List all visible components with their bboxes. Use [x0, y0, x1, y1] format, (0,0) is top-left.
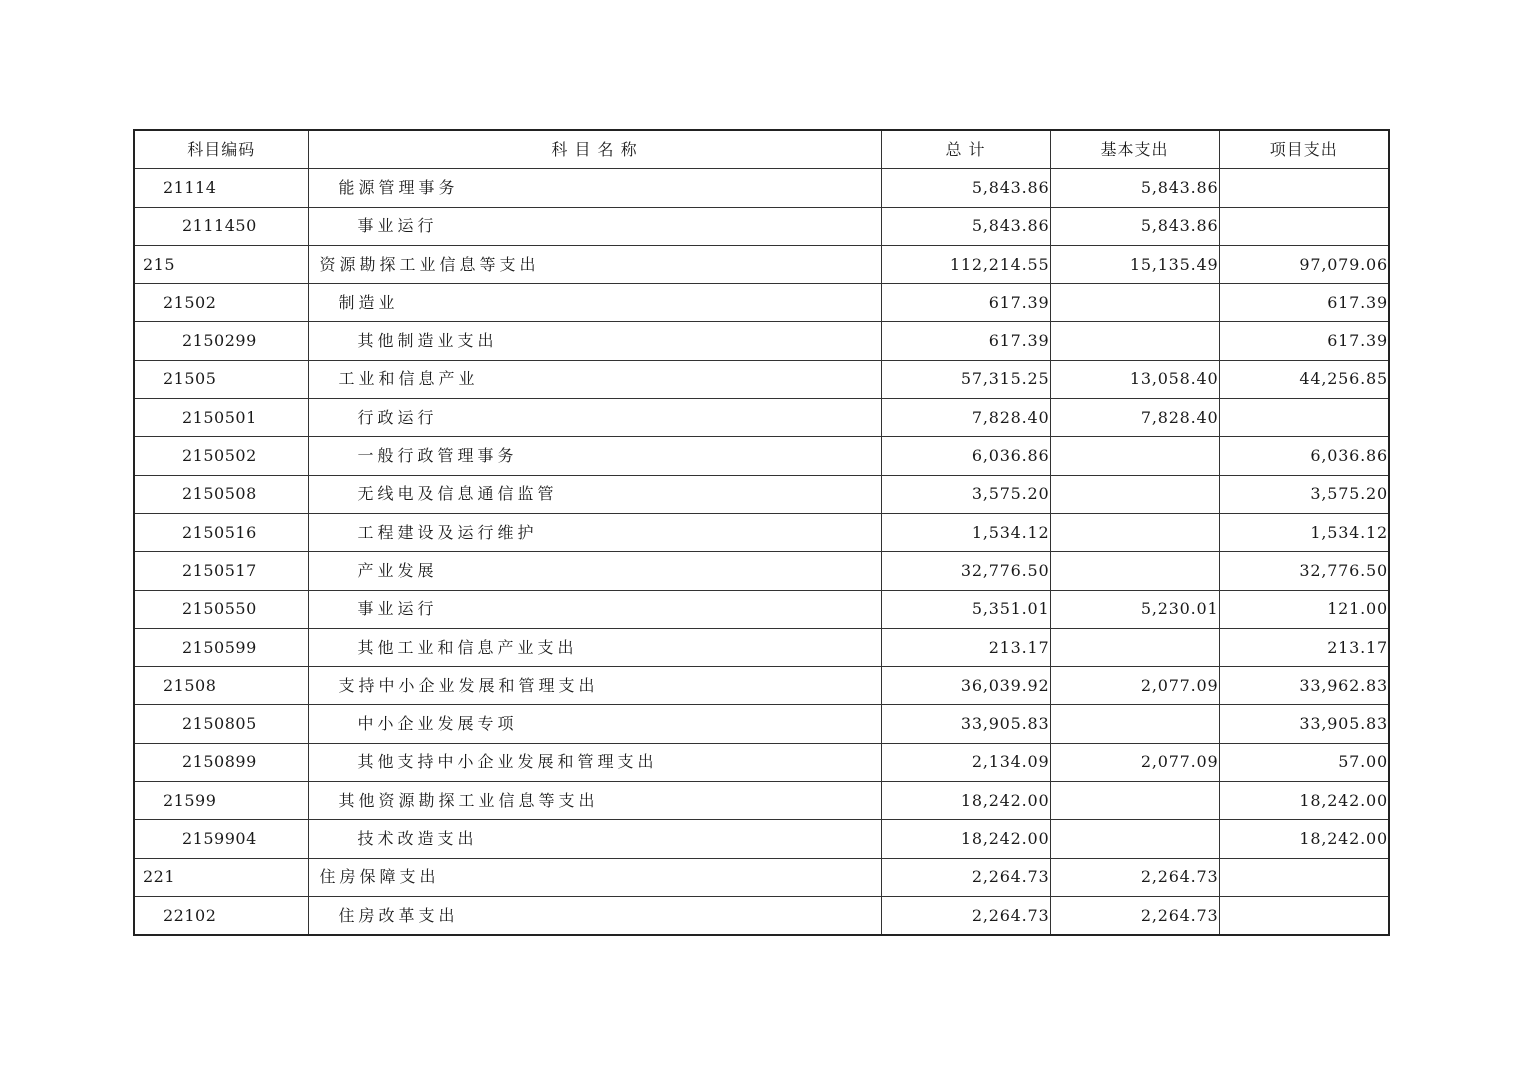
- cell-basic-expenditure: [1050, 513, 1219, 551]
- cell-basic-expenditure: [1050, 628, 1219, 666]
- cell-total: 617.39: [881, 322, 1050, 360]
- cell-basic-expenditure: 13,058.40: [1050, 360, 1219, 398]
- cell-subject-name: 无线电及信息通信监管: [308, 475, 881, 513]
- cell-subject-name: 住房保障支出: [308, 858, 881, 896]
- cell-total: 18,242.00: [881, 782, 1050, 820]
- cell-total: 3,575.20: [881, 475, 1050, 513]
- cell-subject-name: 技术改造支出: [308, 820, 881, 858]
- cell-total: 7,828.40: [881, 399, 1050, 437]
- table-row: [134, 858, 1389, 896]
- cell-subject-name: 事业运行: [308, 207, 881, 245]
- cell-subject-name: 事业运行: [308, 590, 881, 628]
- cell-subject-code: 21508: [134, 667, 308, 705]
- cell-project-expenditure: 3,575.20: [1219, 475, 1389, 513]
- cell-project-expenditure: 617.39: [1219, 322, 1389, 360]
- table-row: [134, 475, 1389, 513]
- cell-total: 213.17: [881, 628, 1050, 666]
- cell-basic-expenditure: 2,264.73: [1050, 858, 1219, 896]
- cell-project-expenditure: 33,905.83: [1219, 705, 1389, 743]
- cell-project-expenditure: [1219, 207, 1389, 245]
- cell-total: 5,351.01: [881, 590, 1050, 628]
- cell-subject-code: 2150805: [134, 705, 308, 743]
- table-row: [134, 820, 1389, 858]
- cell-subject-code: 2150516: [134, 513, 308, 551]
- table-row: [134, 590, 1389, 628]
- cell-project-expenditure: 617.39: [1219, 284, 1389, 322]
- cell-subject-name: 工程建设及运行维护: [308, 513, 881, 551]
- header-subject-name: 科 目 名 称: [308, 130, 881, 169]
- table-row: [134, 513, 1389, 551]
- cell-basic-expenditure: 7,828.40: [1050, 399, 1219, 437]
- cell-project-expenditure: 121.00: [1219, 590, 1389, 628]
- cell-subject-code: 2111450: [134, 207, 308, 245]
- table-row: [134, 399, 1389, 437]
- cell-basic-expenditure: [1050, 552, 1219, 590]
- cell-project-expenditure: [1219, 169, 1389, 207]
- header-basic-expenditure: 基本支出: [1050, 130, 1219, 169]
- table-row: [134, 245, 1389, 283]
- cell-subject-name: 资源勘探工业信息等支出: [308, 245, 881, 283]
- cell-basic-expenditure: [1050, 705, 1219, 743]
- cell-basic-expenditure: 5,230.01: [1050, 590, 1219, 628]
- cell-subject-code: 22102: [134, 896, 308, 935]
- cell-subject-code: 221: [134, 858, 308, 896]
- table-row: [134, 743, 1389, 781]
- cell-total: 36,039.92: [881, 667, 1050, 705]
- budget-sheet: [133, 129, 1388, 936]
- cell-subject-code: 21502: [134, 284, 308, 322]
- cell-total: 5,843.86: [881, 207, 1050, 245]
- cell-subject-code: 21114: [134, 169, 308, 207]
- cell-subject-code: 215: [134, 245, 308, 283]
- cell-subject-code: 2150517: [134, 552, 308, 590]
- table-row: [134, 628, 1389, 666]
- cell-total: 617.39: [881, 284, 1050, 322]
- header-row: [134, 130, 1389, 169]
- cell-basic-expenditure: [1050, 322, 1219, 360]
- table-row: [134, 552, 1389, 590]
- table-row: [134, 705, 1389, 743]
- cell-subject-name: 中小企业发展专项: [308, 705, 881, 743]
- cell-basic-expenditure: 2,077.09: [1050, 667, 1219, 705]
- cell-project-expenditure: 1,534.12: [1219, 513, 1389, 551]
- cell-basic-expenditure: 15,135.49: [1050, 245, 1219, 283]
- cell-subject-code: 2150299: [134, 322, 308, 360]
- table-header: [134, 130, 1389, 169]
- table-row: [134, 896, 1389, 935]
- cell-subject-name: 其他支持中小企业发展和管理支出: [308, 743, 881, 781]
- cell-basic-expenditure: [1050, 437, 1219, 475]
- cell-subject-name: 一般行政管理事务: [308, 437, 881, 475]
- cell-basic-expenditure: [1050, 782, 1219, 820]
- cell-project-expenditure: [1219, 896, 1389, 935]
- cell-basic-expenditure: [1050, 820, 1219, 858]
- cell-project-expenditure: 213.17: [1219, 628, 1389, 666]
- table-row: [134, 667, 1389, 705]
- cell-subject-name: 其他资源勘探工业信息等支出: [308, 782, 881, 820]
- cell-subject-code: 2150899: [134, 743, 308, 781]
- budget-table: [133, 129, 1390, 936]
- cell-subject-code: 21599: [134, 782, 308, 820]
- cell-project-expenditure: 6,036.86: [1219, 437, 1389, 475]
- cell-basic-expenditure: 5,843.86: [1050, 169, 1219, 207]
- cell-subject-name: 制造业: [308, 284, 881, 322]
- cell-total: 18,242.00: [881, 820, 1050, 858]
- cell-total: 5,843.86: [881, 169, 1050, 207]
- cell-subject-code: 2150501: [134, 399, 308, 437]
- header-subject-code: 科目编码: [134, 130, 308, 169]
- cell-project-expenditure: 18,242.00: [1219, 820, 1389, 858]
- cell-basic-expenditure: [1050, 284, 1219, 322]
- cell-project-expenditure: 57.00: [1219, 743, 1389, 781]
- cell-project-expenditure: 33,962.83: [1219, 667, 1389, 705]
- cell-basic-expenditure: 2,264.73: [1050, 896, 1219, 935]
- cell-total: 57,315.25: [881, 360, 1050, 398]
- table-row: [134, 169, 1389, 207]
- cell-total: 2,264.73: [881, 858, 1050, 896]
- cell-subject-name: 产业发展: [308, 552, 881, 590]
- cell-project-expenditure: 18,242.00: [1219, 782, 1389, 820]
- cell-subject-code: 2150508: [134, 475, 308, 513]
- table-row: [134, 782, 1389, 820]
- cell-basic-expenditure: 2,077.09: [1050, 743, 1219, 781]
- table-row: [134, 284, 1389, 322]
- table-row: [134, 437, 1389, 475]
- cell-basic-expenditure: 5,843.86: [1050, 207, 1219, 245]
- cell-subject-code: 2150599: [134, 628, 308, 666]
- cell-total: 6,036.86: [881, 437, 1050, 475]
- table-row: [134, 207, 1389, 245]
- table-row: [134, 360, 1389, 398]
- cell-total: 32,776.50: [881, 552, 1050, 590]
- cell-subject-name: 能源管理事务: [308, 169, 881, 207]
- cell-subject-code: 2159904: [134, 820, 308, 858]
- cell-subject-name: 行政运行: [308, 399, 881, 437]
- cell-subject-name: 其他工业和信息产业支出: [308, 628, 881, 666]
- cell-project-expenditure: [1219, 858, 1389, 896]
- header-project-expenditure: 项目支出: [1219, 130, 1389, 169]
- cell-project-expenditure: 44,256.85: [1219, 360, 1389, 398]
- cell-subject-code: 2150550: [134, 590, 308, 628]
- header-total: 总 计: [881, 130, 1050, 169]
- cell-project-expenditure: [1219, 399, 1389, 437]
- cell-total: 112,214.55: [881, 245, 1050, 283]
- cell-project-expenditure: 32,776.50: [1219, 552, 1389, 590]
- table-body: [134, 169, 1389, 935]
- cell-total: 2,264.73: [881, 896, 1050, 935]
- cell-project-expenditure: 97,079.06: [1219, 245, 1389, 283]
- cell-total: 33,905.83: [881, 705, 1050, 743]
- cell-subject-code: 21505: [134, 360, 308, 398]
- cell-subject-code: 2150502: [134, 437, 308, 475]
- cell-subject-name: 其他制造业支出: [308, 322, 881, 360]
- cell-total: 1,534.12: [881, 513, 1050, 551]
- cell-subject-name: 住房改革支出: [308, 896, 881, 935]
- cell-basic-expenditure: [1050, 475, 1219, 513]
- cell-subject-name: 工业和信息产业: [308, 360, 881, 398]
- cell-subject-name: 支持中小企业发展和管理支出: [308, 667, 881, 705]
- cell-total: 2,134.09: [881, 743, 1050, 781]
- table-row: [134, 322, 1389, 360]
